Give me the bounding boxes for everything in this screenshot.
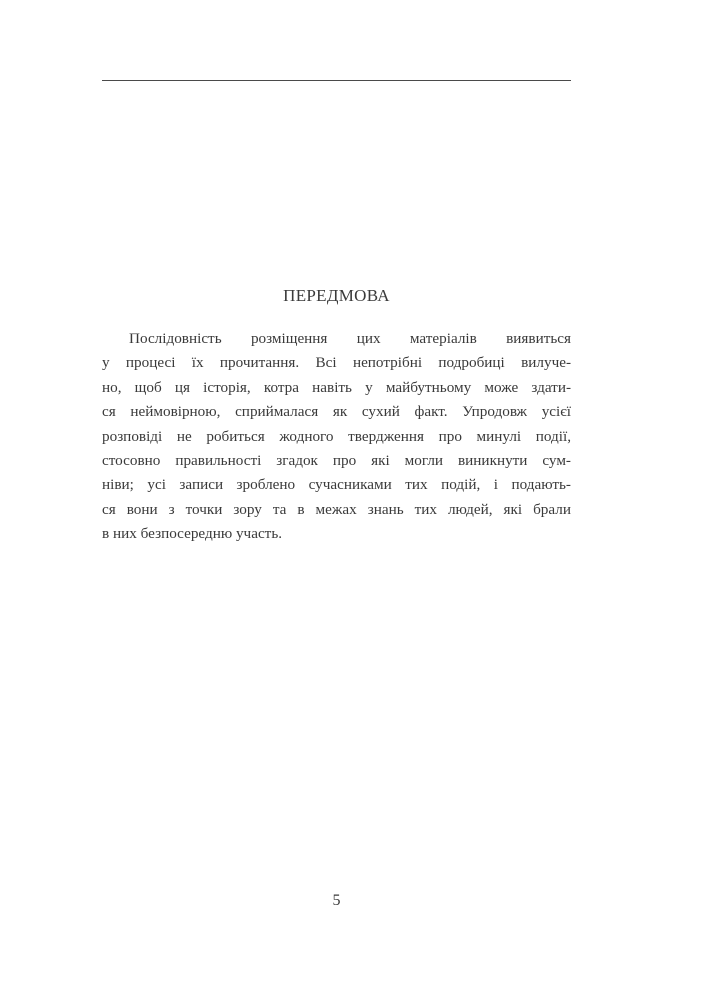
paragraph-line: в них безпосередню участь. — [102, 525, 283, 543]
paragraph-line: стосовно правильності згадок про які могли виникнути сум- — [102, 451, 571, 469]
paragraph-line: ся вони з точки зору та в межах знань тих людей, які брали — [102, 500, 571, 518]
paragraph-line: у процесі їх прочитання. Всі непотрібні подробиці вилуче- — [102, 354, 571, 372]
page-number: 5 — [332, 892, 341, 909]
preface-paragraph — [102, 327, 571, 547]
paragraph-line: но, щоб ця історія, котра навіть у майбутньому може здати- — [102, 378, 571, 396]
top-rule — [102, 80, 571, 81]
paragraph-line: ся неймовірною, сприймалася як сухий факт. Упродовж усієї — [102, 403, 571, 421]
paragraph-line: Послідовність розміщення цих матеріалів виявиться — [129, 330, 571, 347]
chapter-heading: ПЕРЕДМОВА — [283, 286, 390, 305]
paragraph-line: ніви; усі записи зроблено сучасниками тих подій, і подають- — [102, 476, 571, 494]
paragraph-line: розповіді не робиться жодного твердження про минулі події, — [102, 427, 571, 445]
